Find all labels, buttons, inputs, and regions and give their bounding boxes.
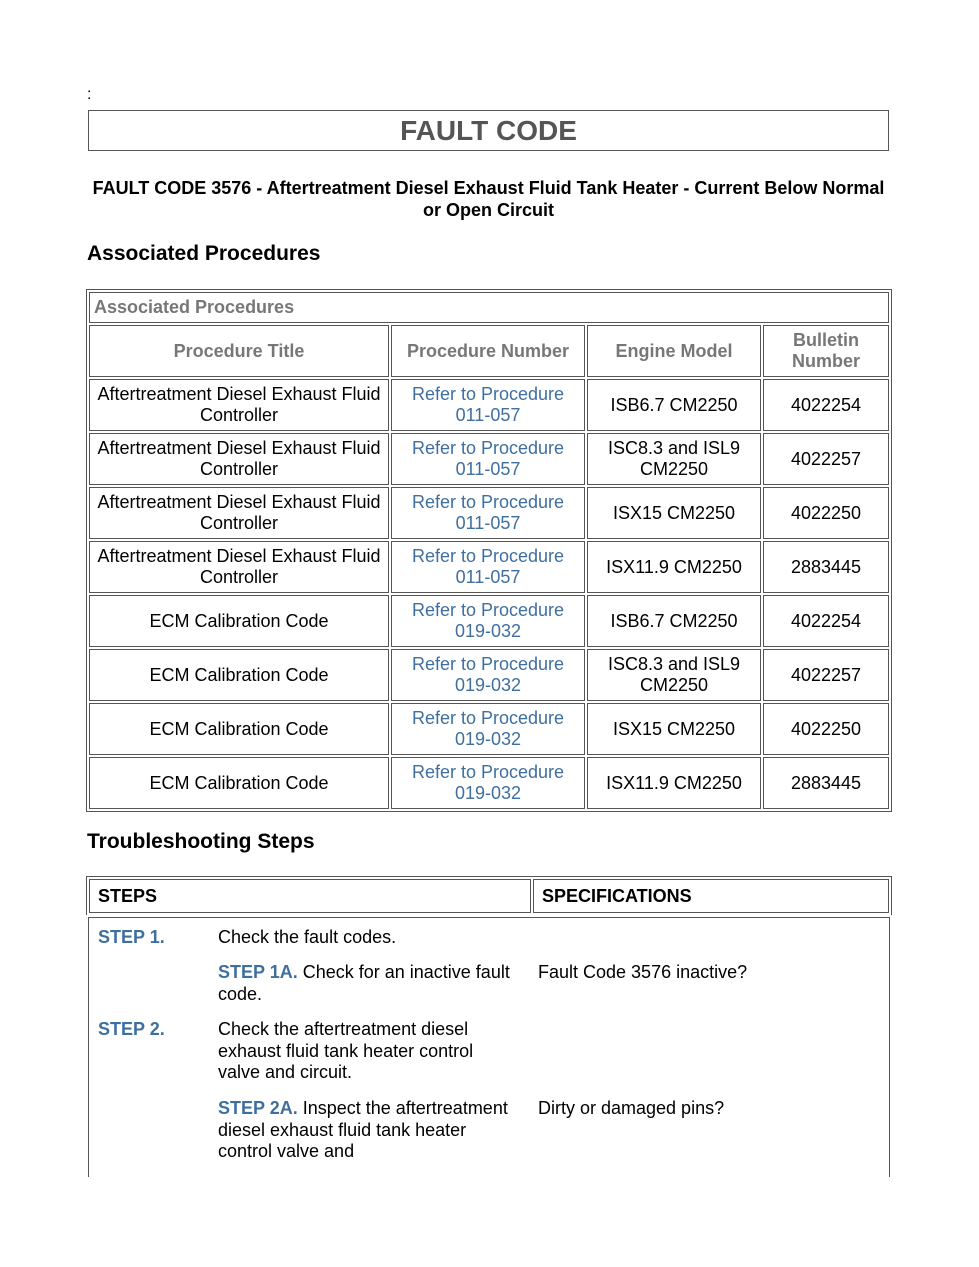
procedure-link[interactable]: Refer to Procedure 011-057 — [391, 379, 585, 431]
bulletin-number-cell: 4022254 — [763, 379, 889, 431]
procedure-link[interactable]: Refer to Procedure 011-057 — [391, 541, 585, 593]
bulletin-number-cell: 4022254 — [763, 595, 889, 647]
bulletin-number-cell: 2883445 — [763, 541, 889, 593]
col-bulletin-number: Bulletin Number — [763, 325, 889, 377]
bulletin-number-cell: 2883445 — [763, 757, 889, 809]
bulletin-number-cell: 4022250 — [763, 487, 889, 539]
step-2a-label[interactable]: STEP 2A — [218, 1098, 293, 1118]
procedure-title-cell: Aftertreatment Diesel Exhaust Fluid Controller — [89, 541, 389, 593]
step-2a-text: Inspect the aftertreatment diesel exhaust fluid tank heater control valve and — [218, 1098, 508, 1161]
procedure-link[interactable]: Refer to Procedure 019-032 — [391, 757, 585, 809]
step-2-text: Check the aftertreatment diesel exhaust fluid tank heater control valve and circuit. — [218, 1019, 474, 1082]
table-row — [89, 757, 889, 809]
engine-model-cell: ISX15 CM2250 — [587, 487, 761, 539]
engine-model-cell: ISB6.7 CM2250 — [587, 379, 761, 431]
procedure-title-cell: ECM Calibration Code — [89, 703, 389, 755]
col-procedure-title: Procedure Title — [89, 325, 389, 377]
table-row — [89, 433, 889, 485]
engine-model-cell: ISC8.3 and ISL9 CM2250 — [587, 649, 761, 701]
procedure-link[interactable]: Refer to Procedure 019-032 — [391, 595, 585, 647]
troubleshooting-steps-heading: Troubleshooting Steps — [87, 830, 315, 853]
step-1a-spec: Fault Code 3576 inactive? — [538, 962, 748, 982]
col-procedure-number: Procedure Number — [391, 325, 585, 377]
fault-code-title: FAULT CODE 3576 - Aftertreatment Diesel Exhaust Fluid Tank Heater - Current Below Normal or Open Circuit — [92, 178, 885, 220]
step-1a-label[interactable]: STEP 1A — [218, 962, 293, 982]
engine-model-cell: ISB6.7 CM2250 — [587, 595, 761, 647]
step-1a-text: Check for an inactive fault code. — [218, 962, 510, 1004]
bulletin-number-cell: 4022257 — [763, 649, 889, 701]
step-2a — [218, 1098, 518, 1163]
procedure-link[interactable]: Refer to Procedure 019-032 — [391, 649, 585, 701]
col-specifications: SPECIFICATIONS — [533, 879, 889, 913]
procedure-link[interactable]: Refer to Procedure 019-032 — [391, 703, 585, 755]
engine-model-cell: ISX15 CM2250 — [587, 703, 761, 755]
table-caption: Associated Procedures — [89, 292, 889, 323]
procedure-title-cell: ECM Calibration Code — [89, 595, 389, 647]
col-engine-model: Engine Model — [587, 325, 761, 377]
step-2a-spec: Dirty or damaged pins? — [538, 1098, 725, 1118]
step-1a-dot: . — [292, 962, 298, 982]
fault-code-banner: FAULT CODE — [88, 110, 889, 151]
procedure-title-cell: Aftertreatment Diesel Exhaust Fluid Controller — [89, 379, 389, 431]
engine-model-cell: ISX11.9 CM2250 — [587, 757, 761, 809]
bulletin-number-cell: 4022250 — [763, 703, 889, 755]
troubleshooting-table-header — [86, 876, 892, 915]
troubleshooting-steps-body — [88, 917, 890, 1177]
procedure-title-cell: Aftertreatment Diesel Exhaust Fluid Controller — [89, 433, 389, 485]
table-row — [89, 703, 889, 755]
step-1-label[interactable]: STEP 1. — [98, 927, 165, 947]
step-1-text: Check the fault codes. — [218, 927, 397, 947]
step-2a-dot: . — [292, 1098, 298, 1118]
table-row — [89, 487, 889, 539]
procedure-link[interactable]: Refer to Procedure 011-057 — [391, 433, 585, 485]
procedure-title-cell: Aftertreatment Diesel Exhaust Fluid Controller — [89, 487, 389, 539]
engine-model-cell: ISX11.9 CM2250 — [587, 541, 761, 593]
table-row — [89, 595, 889, 647]
engine-model-cell: ISC8.3 and ISL9 CM2250 — [587, 433, 761, 485]
table-header-row — [89, 325, 889, 377]
prefix-colon: : — [87, 86, 92, 103]
bulletin-number-cell: 4022257 — [763, 433, 889, 485]
table-row — [89, 541, 889, 593]
procedure-title-cell: ECM Calibration Code — [89, 649, 389, 701]
table-row — [89, 649, 889, 701]
associated-procedures-table — [86, 289, 892, 812]
procedure-link[interactable]: Refer to Procedure 011-057 — [391, 487, 585, 539]
step-2-label[interactable]: STEP 2. — [98, 1019, 165, 1039]
table-row — [89, 379, 889, 431]
procedure-title-cell: ECM Calibration Code — [89, 757, 389, 809]
step-1a — [218, 962, 518, 1005]
associated-procedures-heading: Associated Procedures — [87, 242, 321, 265]
col-steps: STEPS — [89, 879, 531, 913]
